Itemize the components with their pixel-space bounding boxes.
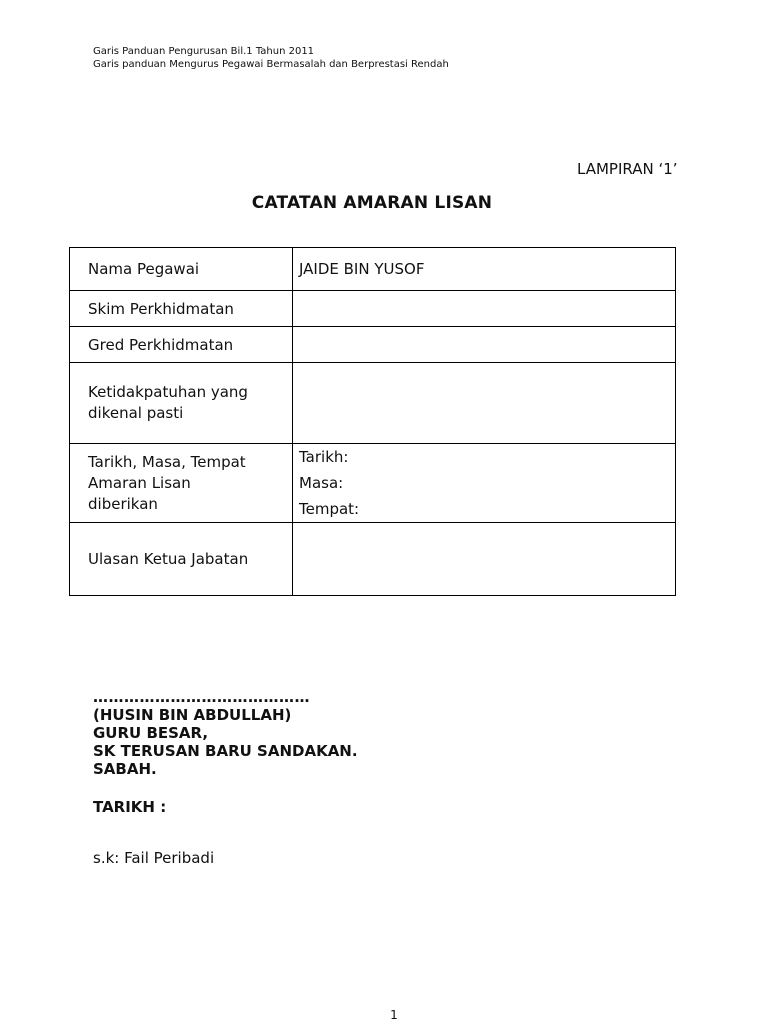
header-line-2: Garis panduan Mengurus Pegawai Bermasalah dan Berprestasi Rendah xyxy=(93,59,449,70)
masa-field: Masa: xyxy=(299,474,344,492)
signature-block xyxy=(93,688,358,778)
tempat-field: Tempat: xyxy=(299,500,360,518)
signature-line: …………………………………… xyxy=(93,688,310,706)
ketidakpatuhan-value xyxy=(293,363,676,444)
nama-pegawai-label: Nama Pegawai xyxy=(70,248,293,291)
ulasan-ketua-jabatan-value xyxy=(293,523,676,596)
row-tarikh-masa-tempat xyxy=(70,444,676,523)
row-ulasan-ketua-jabatan xyxy=(70,523,676,596)
warning-record-table xyxy=(69,247,676,596)
tarikh-label-line-2: Amaran Lisan xyxy=(88,473,191,492)
ketidakpatuhan-label-line-2: dikenal pasti xyxy=(88,404,184,422)
gred-perkhidmatan-value xyxy=(293,327,676,363)
tarikh-masa-tempat-label xyxy=(70,444,293,523)
nama-pegawai-value: JAIDE BIN YUSOF xyxy=(293,248,676,291)
ketidakpatuhan-label-line-1: Ketidakpatuhan yang xyxy=(88,383,248,401)
tarikh-masa-tempat-value xyxy=(293,444,676,523)
signatory-position: GURU BESAR, xyxy=(93,724,209,742)
gred-perkhidmatan-label: Gred Perkhidmatan xyxy=(70,327,293,363)
row-gred-perkhidmatan xyxy=(70,327,676,363)
ketidakpatuhan-label xyxy=(70,363,293,444)
document-title: CATATAN AMARAN LISAN xyxy=(251,193,493,213)
salinan-kepada: s.k: Fail Peribadi xyxy=(93,849,215,867)
tarikh-label-line-3: diberikan xyxy=(88,494,158,513)
document-header-note xyxy=(93,45,449,71)
tarikh-field: Tarikh: xyxy=(299,448,349,466)
row-ketidakpatuhan xyxy=(70,363,676,444)
row-nama-pegawai xyxy=(70,248,676,291)
tarikh-label-line-1: Tarikh, Masa, Tempat xyxy=(88,452,246,471)
ulasan-ketua-jabatan-label: Ulasan Ketua Jabatan xyxy=(70,523,293,596)
signatory-name: (HUSIN BIN ABDULLAH) xyxy=(93,706,292,724)
tarikh-signature-label: TARIKH : xyxy=(93,798,167,816)
row-skim-perkhidmatan xyxy=(70,291,676,327)
lampiran-label: LAMPIRAN ‘1’ xyxy=(577,160,678,178)
header-line-1: Garis Panduan Pengurusan Bil.1 Tahun 2011 xyxy=(93,46,315,57)
signatory-state: SABAH. xyxy=(93,760,157,778)
skim-perkhidmatan-value xyxy=(293,291,676,327)
skim-perkhidmatan-label: Skim Perkhidmatan xyxy=(70,291,293,327)
signatory-school: SK TERUSAN BARU SANDAKAN. xyxy=(93,742,358,760)
page-number: 1 xyxy=(390,1008,398,1022)
